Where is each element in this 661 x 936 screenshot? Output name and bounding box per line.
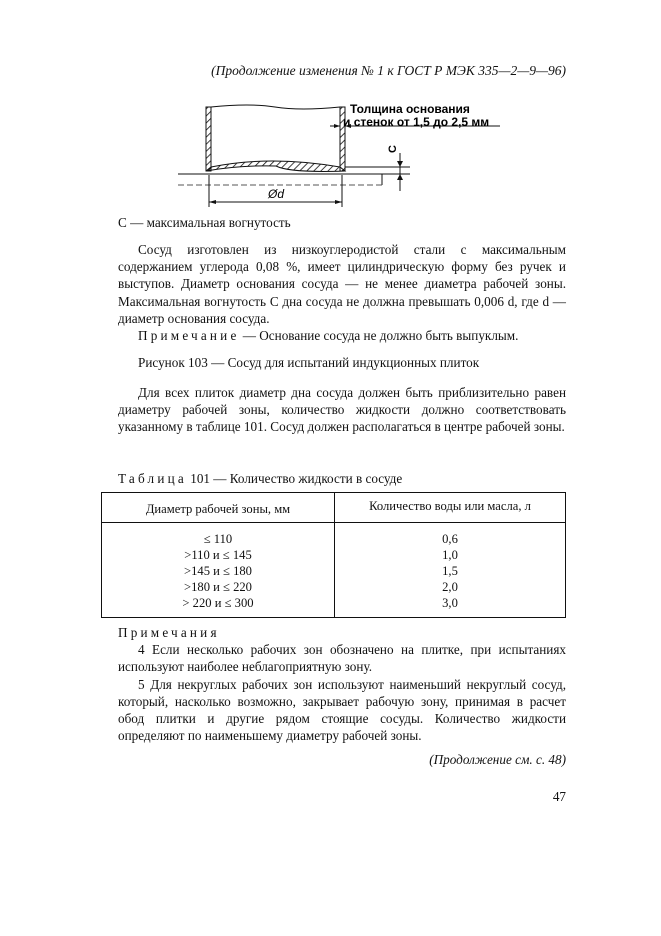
- note-label: Примечание: [138, 328, 240, 344]
- thickness-label-line2: и стенок от 1,5 до 2,5 мм: [343, 115, 490, 129]
- thickness-label-line1: Толщина основания: [350, 102, 470, 116]
- liquid-quantity-table: [101, 492, 566, 618]
- cell: 2,0: [442, 580, 458, 594]
- table-label: Таблица: [118, 471, 187, 486]
- cell: 1,0: [442, 548, 458, 562]
- note-text: — Основание сосуда не должно быть выпуклым.: [239, 328, 519, 344]
- cell: >110 и ≤ 145: [184, 548, 252, 562]
- cell: 3,0: [442, 596, 458, 610]
- plates-paragraph: Для всех плиток диаметр дна сосуда должен быть приблизительно равен диаметру рабочей зоны, количество жидкости должно соответствовать указанному в таблице 101. Сосуд должен располагаться в центре рабочей зоны.: [118, 385, 566, 435]
- note-5: 5 Для некруглых рабочих зон используют наименьший некруглый сосуд, который, насколько возможно, закрывает рабочую зону, принимая в расчет обод плитки и другие рядом стоящие сосуды. Количество жидкости определяют по наименьшему диаметру рабочей зоны.: [118, 676, 566, 744]
- cell: ≤ 110: [203, 532, 233, 546]
- page-number: 47: [552, 789, 566, 804]
- c-dimension-label: C: [387, 145, 399, 153]
- notes-section: [118, 624, 566, 744]
- table-title: 101 — Количество жидкости в сосуде: [186, 471, 403, 486]
- vessel-paragraph: Сосуд изготовлен из низкоуглеродистой стали с максимальным содержанием углерода 0,08 %, имеет цилиндрическую форму без ручек и выступов. Диаметр основания сосуда — не менее диаметра рабочей зоны. Максимальная вогнутость С дна сосуда не должна превышать 0,006 d, где d — диаметр основания сосуда.: [118, 242, 566, 326]
- diameter-column: [102, 523, 335, 618]
- cell: >180 и ≤ 220: [184, 580, 252, 594]
- figure-caption: Рисунок 103 — Сосуд для испытаний индукционных плиток: [138, 355, 480, 370]
- cell: >145 и ≤ 180: [184, 564, 252, 578]
- header-quantity: Количество воды или масла, л: [335, 493, 566, 523]
- running-header: (Продолжение изменения № 1 к ГОСТ Р МЭК 335—2—9—96): [211, 63, 566, 78]
- table-header-row: [102, 493, 566, 523]
- cell: 1,5: [442, 564, 458, 578]
- vessel-description: [118, 241, 566, 344]
- header-diameter: Диаметр рабочей зоны, мм: [102, 493, 335, 523]
- figure-note: [118, 327, 566, 344]
- cell: 0,6: [442, 532, 458, 546]
- table-caption: [118, 470, 566, 487]
- quantity-column: [335, 523, 566, 618]
- note-4: 4 Если несколько рабочих зон обозначено на плитке, при испытаниях используют наиболее неблагоприятную зону.: [118, 642, 566, 675]
- notes-label: Примечания: [118, 625, 220, 640]
- table-body-row: [102, 523, 566, 618]
- vessel-figure: [170, 95, 510, 215]
- cell: > 220 и ≤ 300: [182, 596, 254, 610]
- vessel-walls: [206, 105, 345, 171]
- diameter-label: Ød: [268, 187, 285, 201]
- concavity-caption: С — максимальная вогнутость: [118, 215, 291, 230]
- continuation-note: (Продолжение см. с. 48): [429, 752, 566, 767]
